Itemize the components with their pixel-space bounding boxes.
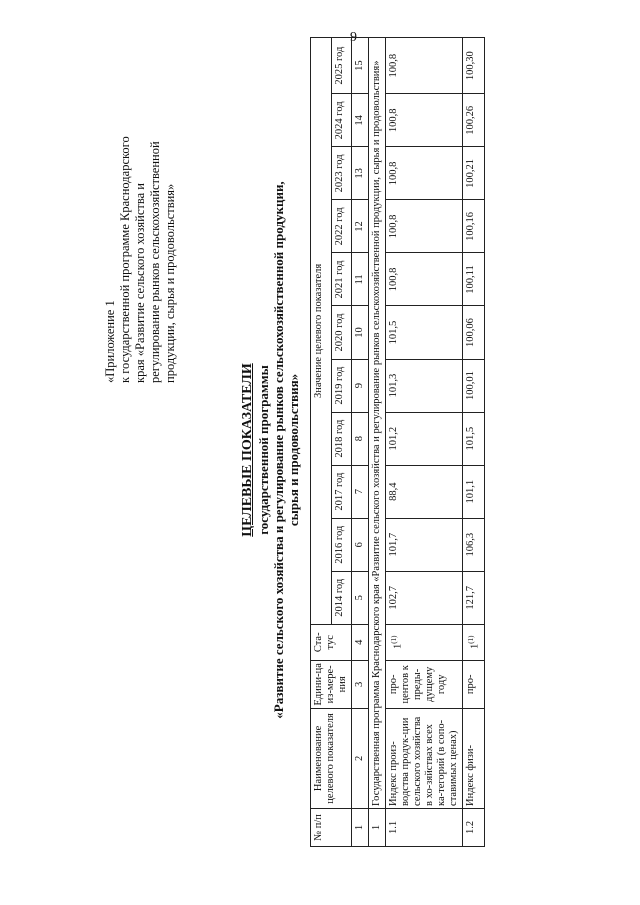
column-number: 9 xyxy=(352,359,369,412)
column-number: 1 xyxy=(352,808,369,846)
section-num: 1 xyxy=(369,808,386,846)
row-value: 106,3 xyxy=(463,518,485,571)
header-status: Ста-тус xyxy=(311,624,352,660)
row-status-footnote: (1) xyxy=(390,635,398,644)
column-number: 6 xyxy=(352,518,369,571)
header-year: 2014 год xyxy=(331,571,352,624)
rotated-page-content xyxy=(20,25,620,875)
table-row xyxy=(386,38,463,847)
header-year: 2024 год xyxy=(331,94,352,147)
column-number: 3 xyxy=(352,660,369,708)
row-status-footnote: (1) xyxy=(467,635,475,644)
header-year: 2021 год xyxy=(331,253,352,306)
row-value: 121,7 xyxy=(463,571,485,624)
column-number: 5 xyxy=(352,571,369,624)
column-number: 8 xyxy=(352,412,369,465)
appendix-line: регулирование рынков сельскохозяйственной xyxy=(148,141,162,383)
table-header-row xyxy=(311,38,332,847)
appendix-line: края «Развитие сельского хозяйства и xyxy=(133,183,147,383)
header-year: 2025 год xyxy=(331,38,352,94)
program-name-line1: «Развитие сельского хозяйства и регулирование рынков сельскохозяйственной продукции, xyxy=(271,181,286,719)
row-value: 100,8 xyxy=(386,38,463,94)
column-number: 7 xyxy=(352,465,369,518)
row-value: 100,30 xyxy=(463,38,485,94)
column-number: 2 xyxy=(352,708,369,808)
row-value: 100,26 xyxy=(463,94,485,147)
header-year: 2017 год xyxy=(331,465,352,518)
header-year: 2018 год xyxy=(331,412,352,465)
row-value: 101,3 xyxy=(386,359,463,412)
section-row xyxy=(369,38,386,847)
document-subtitle: государственной программы xyxy=(256,365,271,535)
header-num: № п/п xyxy=(311,808,352,846)
document-title: ЦЕЛЕВЫЕ ПОКАЗАТЕЛИ xyxy=(240,363,255,537)
appendix-note xyxy=(103,53,178,383)
page-number: 9 xyxy=(350,30,357,45)
row-unit: про-центов к преды-дущему году xyxy=(386,660,463,708)
program-name-line2: сырья и продовольствия» xyxy=(286,373,301,527)
section-title: Государственная программа Краснодарского края «Развитие сельского хозяйства и регулирование рынков сельскохозяйственной продукции, сырья и продовольствия» xyxy=(369,38,386,809)
row-value: 100,8 xyxy=(386,147,463,200)
row-status-value: 1 xyxy=(392,643,404,650)
row-unit: про- xyxy=(463,660,485,708)
header-name: Наименование целевого показателя xyxy=(311,708,352,808)
row-value: 88,4 xyxy=(386,465,463,518)
table-row xyxy=(463,38,485,847)
row-value: 100,16 xyxy=(463,200,485,253)
header-values-group: Значение целевого показателя xyxy=(311,38,332,625)
row-status xyxy=(386,624,463,660)
column-number: 12 xyxy=(352,200,369,253)
header-year: 2020 год xyxy=(331,306,352,359)
row-indicator-name: Индекс физи- xyxy=(463,708,485,808)
row-value: 101,1 xyxy=(463,465,485,518)
row-indicator-name: Индекс произ-водства продук-ции сельского хозяйства в хо-зяйствах всех ка-тегорий (в сопо-ставимых ценах) xyxy=(386,708,463,808)
appendix-line: к государственной программе Краснодарского xyxy=(118,136,132,383)
column-number: 11 xyxy=(352,253,369,306)
header-unit: Едини-ца из-мере-ния xyxy=(311,660,352,708)
row-num: 1.1 xyxy=(386,808,463,846)
header-year: 2022 год xyxy=(331,200,352,253)
document-title-block xyxy=(240,25,301,875)
column-number: 10 xyxy=(352,306,369,359)
column-number: 13 xyxy=(352,147,369,200)
row-status-value: 1 xyxy=(469,643,481,650)
column-number-row xyxy=(352,38,369,847)
column-number: 15 xyxy=(352,38,369,94)
row-value: 100,06 xyxy=(463,306,485,359)
row-status xyxy=(463,624,485,660)
appendix-line: «Приложение 1 xyxy=(103,300,117,383)
row-value: 100,21 xyxy=(463,147,485,200)
row-value: 101,5 xyxy=(386,306,463,359)
column-number: 4 xyxy=(352,624,369,660)
header-year: 2023 год xyxy=(331,147,352,200)
row-value: 100,11 xyxy=(463,253,485,306)
row-num: 1.2 xyxy=(463,808,485,846)
row-value: 101,2 xyxy=(386,412,463,465)
row-value: 100,01 xyxy=(463,359,485,412)
appendix-line: продукции, сырья и продовольствия» xyxy=(163,183,177,383)
row-value: 100,8 xyxy=(386,253,463,306)
target-indicators-table xyxy=(310,37,485,847)
row-value: 100,8 xyxy=(386,200,463,253)
header-year: 2016 год xyxy=(331,518,352,571)
row-value: 102,7 xyxy=(386,571,463,624)
row-value: 101,7 xyxy=(386,518,463,571)
column-number: 14 xyxy=(352,94,369,147)
header-year: 2019 год xyxy=(331,359,352,412)
row-value: 101,5 xyxy=(463,412,485,465)
row-value: 100,8 xyxy=(386,94,463,147)
